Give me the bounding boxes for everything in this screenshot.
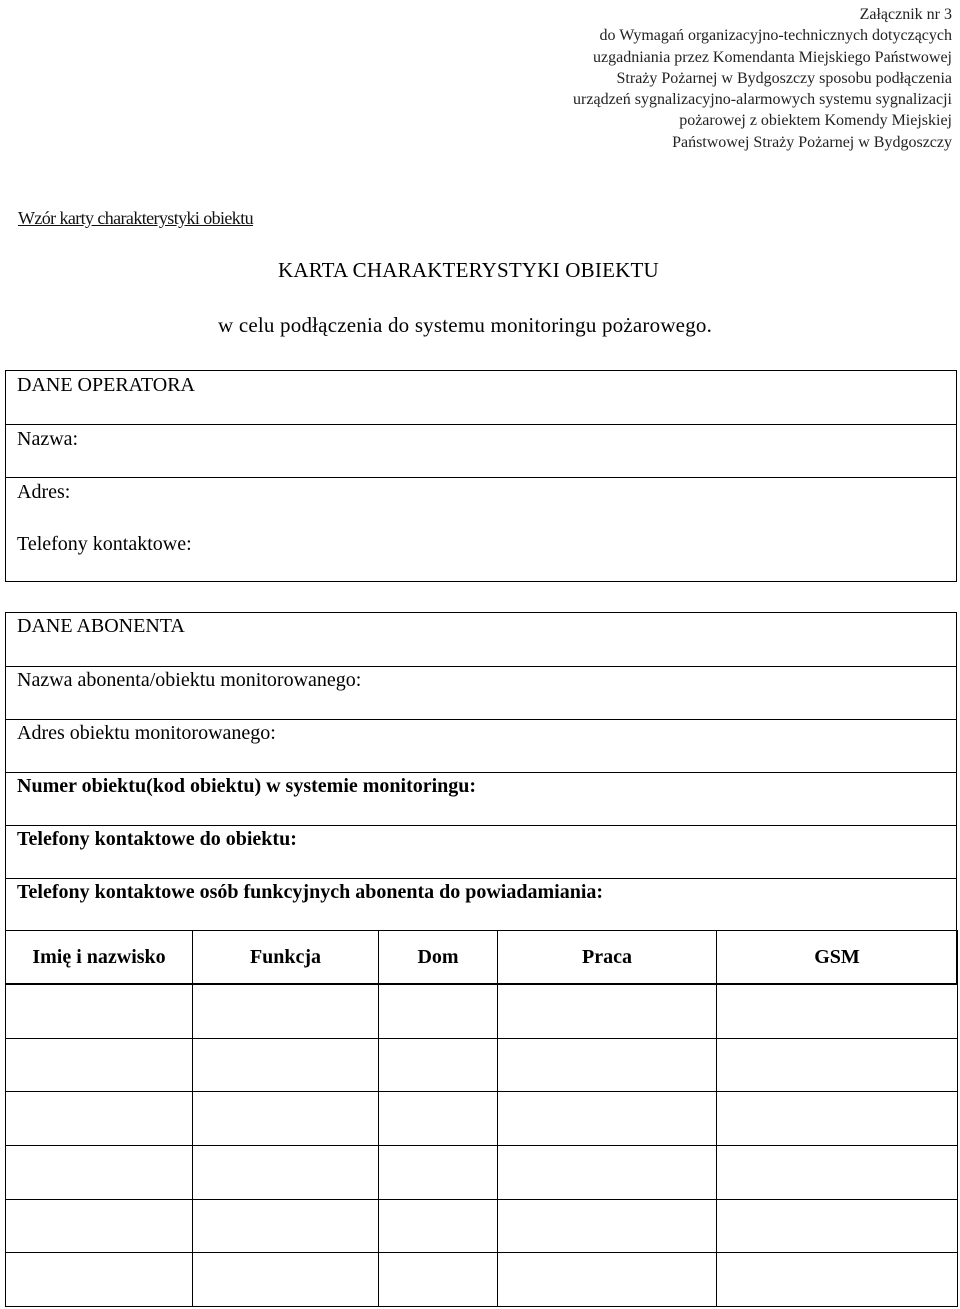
annex-line: pożarowej z obiektem Komendy Miejskiej [679,112,952,130]
table-cell[interactable] [6,1092,193,1146]
table-cell[interactable] [6,1253,193,1307]
subscriber-section [5,612,957,984]
table-header-row [6,931,958,985]
subscriber-heading-row [6,613,956,666]
annex-line: Straży Pożarnej w Bydgoszczy sposobu podłączenia [616,69,952,87]
table-cell[interactable] [193,1145,379,1199]
operator-phones-label: Telefony kontaktowe: [17,533,192,555]
table-row [6,1092,958,1146]
table-cell[interactable] [498,985,717,1039]
table-cell[interactable] [6,985,193,1039]
subscriber-number-label: Numer obiektu(kod obiektu) w systemie monitoringu: [17,775,477,797]
contacts-table [5,930,958,1307]
subscriber-persons-label: Telefony kontaktowe osób funkcyjnych abonenta do powiadamiania: [17,881,604,903]
subscriber-address-label: Adres obiektu monitorowanego: [17,722,276,744]
subscriber-number-row[interactable] [6,772,956,825]
subscriber-phones-label: Telefony kontaktowe do obiektu: [17,828,297,850]
table-cell[interactable] [379,1253,498,1307]
table-row [6,985,958,1039]
table-cell[interactable] [379,1038,498,1092]
operator-section [5,370,957,582]
table-cell[interactable] [717,1199,958,1253]
table-row [6,1038,958,1092]
table-cell[interactable] [717,1145,958,1199]
table-row [6,1199,958,1253]
table-cell[interactable] [717,985,958,1039]
annex-line: do Wymagań organizacyjno-technicznych dotyczących [599,27,952,45]
annex-line: Państwowej Straży Pożarnej w Bydgoszczy [672,133,952,151]
template-title: Wzór karty charakterystyki obiektu [18,208,254,228]
table-cell[interactable] [498,1253,717,1307]
subscriber-name-row[interactable] [6,666,956,719]
column-header-home: Dom [379,931,498,985]
subscriber-name-label: Nazwa abonenta/obiektu monitorowanego: [17,669,362,691]
table-cell[interactable] [717,1253,958,1307]
subscriber-persons-row [6,878,956,931]
annex-line: Załącznik nr 3 [859,6,952,23]
operator-heading-row [6,371,956,424]
annex-line: urządzeń sygnalizacyjno-alarmowych systemu sygnalizacji [573,91,952,109]
operator-address-row[interactable] [6,477,956,530]
column-header-work: Praca [498,931,717,985]
table-cell[interactable] [379,1199,498,1253]
table-cell[interactable] [498,1199,717,1253]
operator-name-label: Nazwa: [17,428,79,450]
table-cell[interactable] [193,1253,379,1307]
card-subtitle: w celu podłączenia do systemu monitoringu pożarowego. [218,313,713,337]
table-cell[interactable] [193,1038,379,1092]
table-cell[interactable] [379,985,498,1039]
column-header-name: Imię i nazwisko [6,931,193,985]
operator-heading: DANE OPERATORA [17,374,195,396]
subscriber-phones-row[interactable] [6,825,956,878]
table-cell[interactable] [379,1145,498,1199]
contacts-table-body [6,985,958,1307]
table-cell[interactable] [6,1038,193,1092]
column-header-gsm: GSM [717,931,958,985]
subscriber-address-row[interactable] [6,719,956,772]
table-row [6,1145,958,1199]
operator-name-row[interactable] [6,424,956,477]
card-title: KARTA CHARAKTERYSTYKI OBIEKTU [278,258,659,282]
table-cell[interactable] [379,1092,498,1146]
table-cell[interactable] [498,1038,717,1092]
annex-header [573,4,952,153]
annex-line: uzgadniania przez Komendanta Miejskiego Państwowej [593,48,952,66]
operator-phones-row[interactable] [6,530,956,583]
table-cell[interactable] [717,1038,958,1092]
table-cell[interactable] [498,1092,717,1146]
subscriber-heading: DANE ABONENTA [17,615,185,637]
column-header-function: Funkcja [193,931,379,985]
table-cell[interactable] [193,985,379,1039]
table-cell[interactable] [6,1145,193,1199]
table-row [6,1253,958,1307]
operator-address-label: Adres: [17,481,71,503]
table-cell[interactable] [6,1199,193,1253]
table-cell[interactable] [498,1145,717,1199]
table-cell[interactable] [193,1092,379,1146]
table-cell[interactable] [717,1092,958,1146]
table-cell[interactable] [193,1199,379,1253]
